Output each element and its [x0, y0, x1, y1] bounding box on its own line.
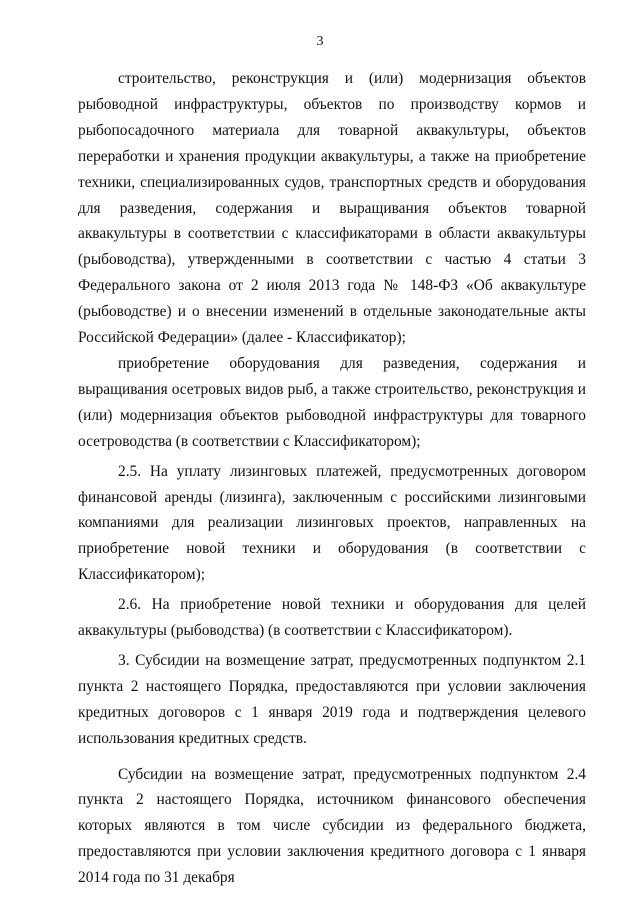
paragraph-subsidies-2-4: Субсидии на возмещение затрат, предусмотренных подпунктом 2.4 пункта 2 настоящего Порядка, источником финансового обеспечения которых являются в том числе субсидии из федерального бюджета, предоставляются при условии заключения кредитного договора с 1 января 2014 года по 31 декабря [78, 765, 586, 887]
paragraph-sturgeon-equipment: приобретение оборудования для разведения, содержания и выращивания осетровых видов рыб, а также строительство, реконструкция и (или) модернизация объектов рыбоводной инфраструктуры для товарного осетроводства (в соответствии с Классификатором); [78, 354, 586, 450]
paragraph-construction: строительство, реконструкция и (или) модернизация объектов рыбоводной инфраструктуры, объектов по производству кормов и рыбопосадочного материала для товарной аквакультуры, объектов переработки и хранения продукции аквакультуры, а также на приобретение техники, специализированных судов, транспортных средств и оборудования для разведения, содержания и выращивания объектов товарной аквакультуры в соответствии с классификаторами в области аквакультуры (рыбоводства), утвержденными в соответствии с частью 4 статьи 3 Федерального закона от 2 июля 2013 года № 148-ФЗ «Об аквакультуре (рыбоводстве) и о внесении изменений в отдельные законодательные акты Российской Федерации» (далее - Классификатор); [78, 70, 586, 347]
page-number: 3 [316, 34, 324, 49]
paragraph-2-6-equipment: 2.6. На приобретение новой техники и оборудования для целей аквакультуры (рыбоводства) (в соответствии с Классификатором). [78, 596, 586, 640]
body-text [78, 66, 586, 891]
paragraph-3-subsidies: 3. Субсидии на возмещение затрат, предусмотренных подпунктом 2.1 пункта 2 настоящего Порядка, предоставляются при условии заключения кредитных договоров с 1 января 2019 года и подтверждения целевого использования кредитных средств. [78, 651, 586, 747]
paragraph-2-5-leasing: 2.5. На уплату лизинговых платежей, предусмотренных договором финансовой аренды (лизинга), заключенным с российскими лизинговыми компаниями для реализации лизинговых проектов, направленных на приобретение новой техники и оборудования (в соответствии с Классификатором); [78, 462, 586, 584]
